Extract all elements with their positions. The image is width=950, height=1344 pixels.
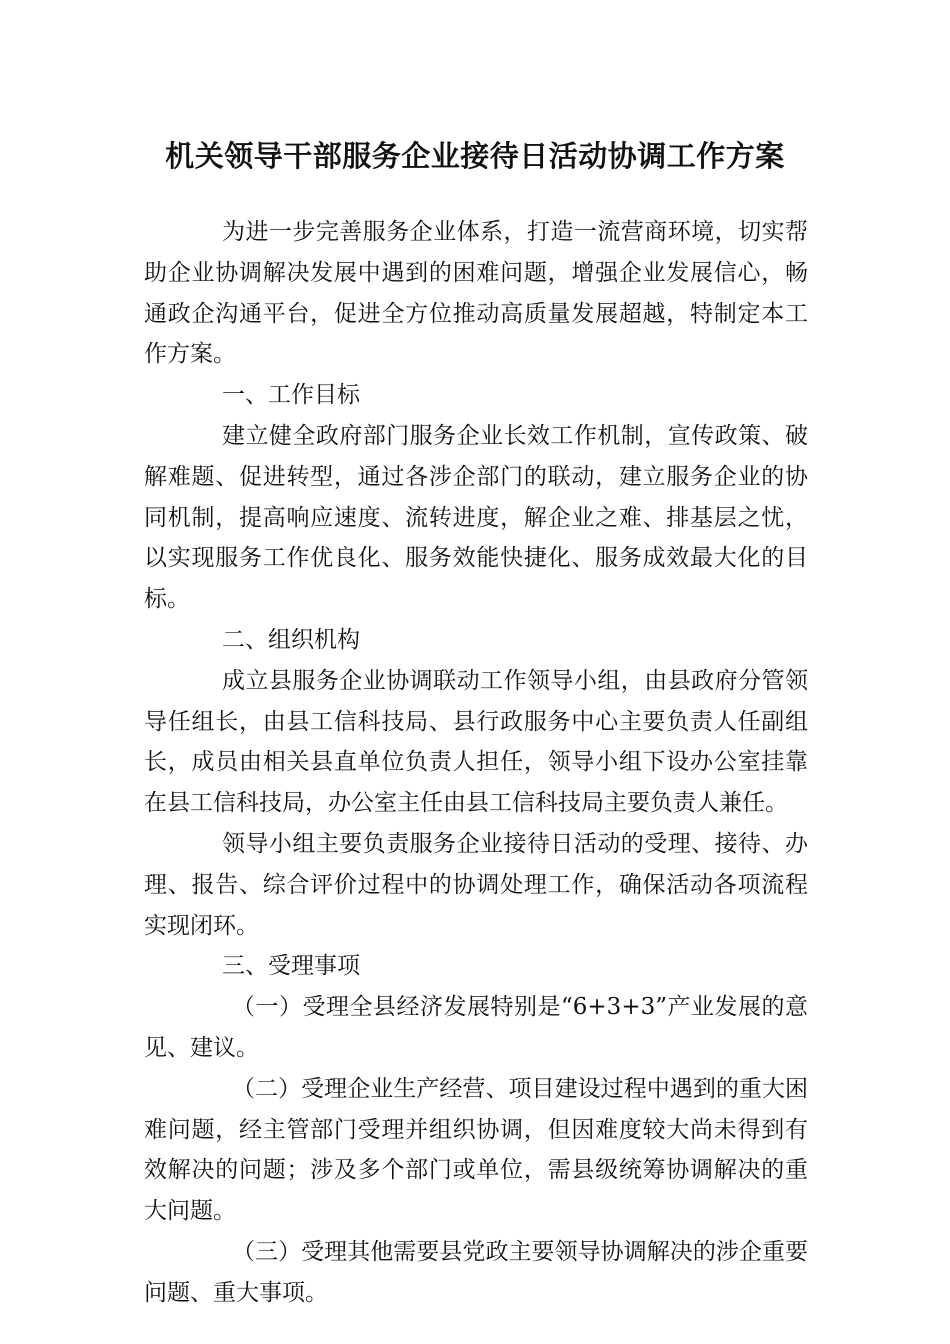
goals-paragraph: 建立健全政府部门服务企业长效工作机制，宣传政策、破解难题、促进转型，通过各涉企部门的联动，建立服务企业的协同机制，提高响应速度、流转进度，解企业之难、排基层之忧，以实现服务工作优良化、服务效能快捷化、服务成效最大化的目标。 xyxy=(144,422,808,613)
matter-item-2: （二）受理企业生产经营、项目建设过程中遇到的重大困难问题，经主管部门受理并组织协调，但因难度较大尚未得到有效解决的问题；涉及多个部门或单位，需县级统筹协调解决的重大问题。 xyxy=(144,1075,808,1225)
section-heading-matters: 三、受理事项 xyxy=(222,953,360,980)
leadership-duty-paragraph: 领导小组主要负责服务企业接待日活动的受理、接待、办理、报告、综合评价过程中的协调处理工作，确保活动各项流程实现闭环。 xyxy=(144,830,808,939)
organization-paragraph: 成立县服务企业协调联动工作领导小组，由县政府分管领导任组长，由县工信科技局、县行政服务中心主要负责人任副组长，成员由相关县直单位负责人担任，领导小组下设办公室挂靠在县工信科技局，办公室主任由县工信科技局主要负责人兼任。 xyxy=(144,667,808,817)
document-title: 机关领导干部服务企业接待日活动协调工作方案 xyxy=(165,139,785,173)
document-body xyxy=(144,212,808,1314)
section-heading-organization: 二、组织机构 xyxy=(222,626,360,653)
intro-paragraph: 为进一步完善服务企业体系，打造一流营商环境，切实帮助企业协调解决发展中遇到的困难问题，增强企业发展信心，畅通政企沟通平台，促进全方位推动高质量发展超越，特制定本工作方案。 xyxy=(144,219,808,368)
section-heading-goals: 一、工作目标 xyxy=(222,382,360,409)
matter-item-3: （三）受理其他需要县党政主要领导协调解决的涉企重要问题、重大事项。 xyxy=(144,1238,808,1306)
matter-item-1: （一）受理全县经济发展特别是“6+3+3”产业发展的意见、建议。 xyxy=(144,994,808,1061)
